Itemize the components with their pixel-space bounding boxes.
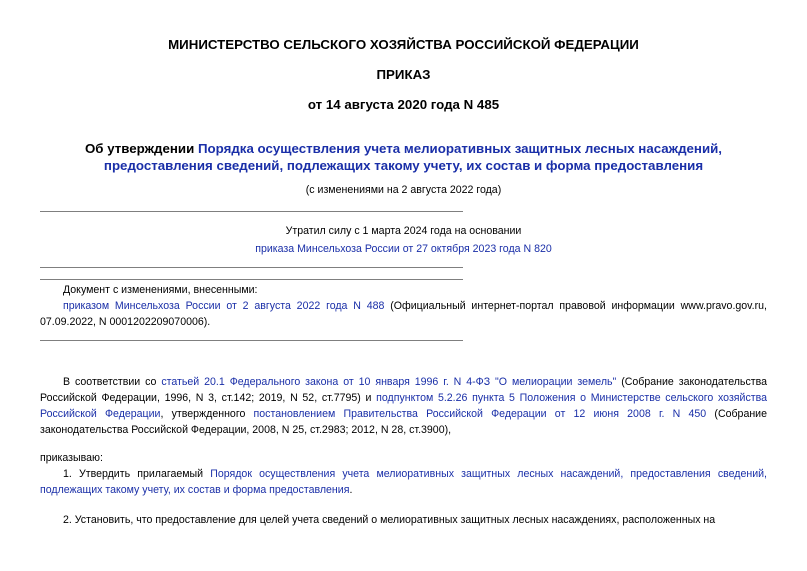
title-prefix: Об утверждении (84, 141, 198, 156)
divider-4 (40, 340, 463, 341)
changes-paragraph (40, 298, 767, 330)
expired-text: Утратил силу с 1 марта 2024 года на основании (285, 225, 522, 237)
expired-order-link[interactable]: приказа Минсельхоза России от 27 октября 2023 года N 820 (255, 243, 552, 255)
ministry-heading: МИНИСТЕРСТВО СЕЛЬСКОГО ХОЗЯЙСТВА РОССИЙСКОЙ ФЕДЕРАЦИИ (168, 37, 639, 52)
regulation-subclause-link[interactable]: подпунктом 5.2.26 пункта 5 Положения о Министерстве сельского хозяйства Российской Федерации (40, 392, 767, 420)
preamble-text-4: (Собрание законодательства Российской Федерации, 2008, N 25, ст.2983; 2012, N 28, ст.3900), (40, 408, 767, 436)
divider-3 (40, 279, 463, 280)
preamble-text-2: (Собрание законодательства Российской Федерации, 1996, N 3, ст.142; 2019, N 52, ст.7795) и (40, 376, 768, 404)
doc-date-number: от 14 августа 2020 года N 485 (307, 97, 500, 112)
expired-order-line (0, 243, 807, 255)
divider-1 (40, 211, 463, 212)
preamble-paragraph (40, 374, 767, 438)
item-2-paragraph: 2. Установить, что предоставление для целей учета сведений о мелиоративных защитных лесных насаждениях, расположенных на (63, 514, 716, 526)
preamble-text-1: В соответствии со (63, 376, 162, 388)
amendments-note: (с изменениями на 2 августа 2022 года) (305, 184, 502, 196)
item-1-text: 1. Утвердить прилагаемый (63, 468, 211, 480)
item-1-paragraph (40, 466, 767, 498)
changes-label: Документ с изменениями, внесенными: (63, 284, 258, 296)
document-title (40, 140, 767, 174)
title-procedure-link[interactable]: Порядка осуществления учета мелиоративных защитных лесных насаждений, предоставления сведений, подлежащих такому учету, их состав и форма предоставления (103, 141, 723, 173)
changes-order-link[interactable]: приказом Минсельхоза России от 2 августа 2022 года N 488 (63, 300, 385, 312)
order-word: приказываю: (40, 452, 103, 464)
government-decree-link[interactable]: постановлением Правительства Российской Федерации от 12 июня 2008 г. N 450 (253, 408, 707, 420)
law-article-link[interactable]: статьей 20.1 Федерального закона от 10 января 1996 г. N 4-ФЗ "О мелиорации земель" (161, 376, 617, 388)
doc-type-heading: ПРИКАЗ (376, 67, 431, 82)
divider-2 (40, 267, 463, 268)
changes-tail: (Официальный интернет-портал правовой информации www.pravo.gov.ru, 07.09.2022, N 0001202209070006). (40, 300, 767, 328)
item-1-end: . (349, 484, 353, 496)
procedure-link[interactable]: Порядок осуществления учета мелиоративных защитных лесных насаждений, предоставления сведений, подлежащих такому учету, их состав и форма предоставления (40, 468, 767, 496)
preamble-text-3: , утвержденного (160, 408, 254, 420)
